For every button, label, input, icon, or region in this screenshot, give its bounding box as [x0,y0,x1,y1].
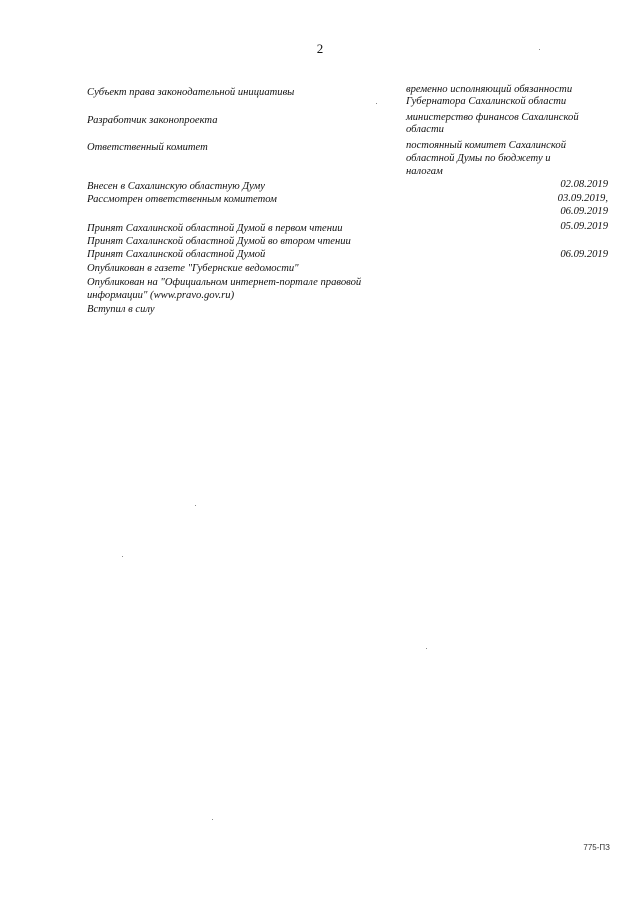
adopted-date: 06.09.2019 [560,249,608,260]
in-force-label: Вступил в силу [87,304,155,315]
page-number: 2 [316,41,324,56]
first-reading-label: Принят Сахалинской областной Думой в первом чтении [87,223,343,234]
scan-speck [426,648,427,649]
subject-value-line-2: Губернатора Сахалинской области [406,96,567,107]
first-reading-date: 05.09.2019 [560,221,608,232]
committee-value-line-1: постоянный комитет Сахалинской [406,140,566,151]
submitted-date: 02.08.2019 [560,179,608,190]
committee-label: Ответственный комитет [87,142,208,153]
committee-value-line-2: областной Думы по бюджету и [406,153,551,164]
developer-label: Разработчик законопроекта [87,115,218,126]
scan-speck [376,103,377,104]
committee-value-line-3: налогам [406,166,443,177]
developer-value-line-2: области [406,124,444,135]
submitted-label: Внесен в Сахалинскую областную Думу [87,181,265,192]
developer-value-line-1: министерство финансов Сахалинской [406,112,579,123]
document-code: 775-ПЗ [583,843,610,852]
scan-speck [539,49,540,50]
subject-label: Субъект права законодательной инициативы [87,87,295,98]
adopted-label: Принят Сахалинской областной Думой [87,249,266,260]
scan-speck [195,505,196,506]
reviewed-date-1: 03.09.2019, [557,193,608,204]
published-portal-line-1: Опубликован на "Официальном интернет-портале правовой [87,277,362,288]
second-reading-label: Принят Сахалинской областной Думой во втором чтении [87,236,351,247]
subject-value-line-1: временно исполняющий обязанности [406,84,573,95]
scan-speck [212,819,213,820]
published-portal-line-2: информации" (www.pravo.gov.ru) [87,290,235,301]
scan-speck [122,556,123,557]
reviewed-label: Рассмотрен ответственным комитетом [87,194,277,205]
reviewed-date-2: 06.09.2019 [560,206,608,217]
published-gazette-label: Опубликован в газете "Губернские ведомости" [87,263,299,274]
